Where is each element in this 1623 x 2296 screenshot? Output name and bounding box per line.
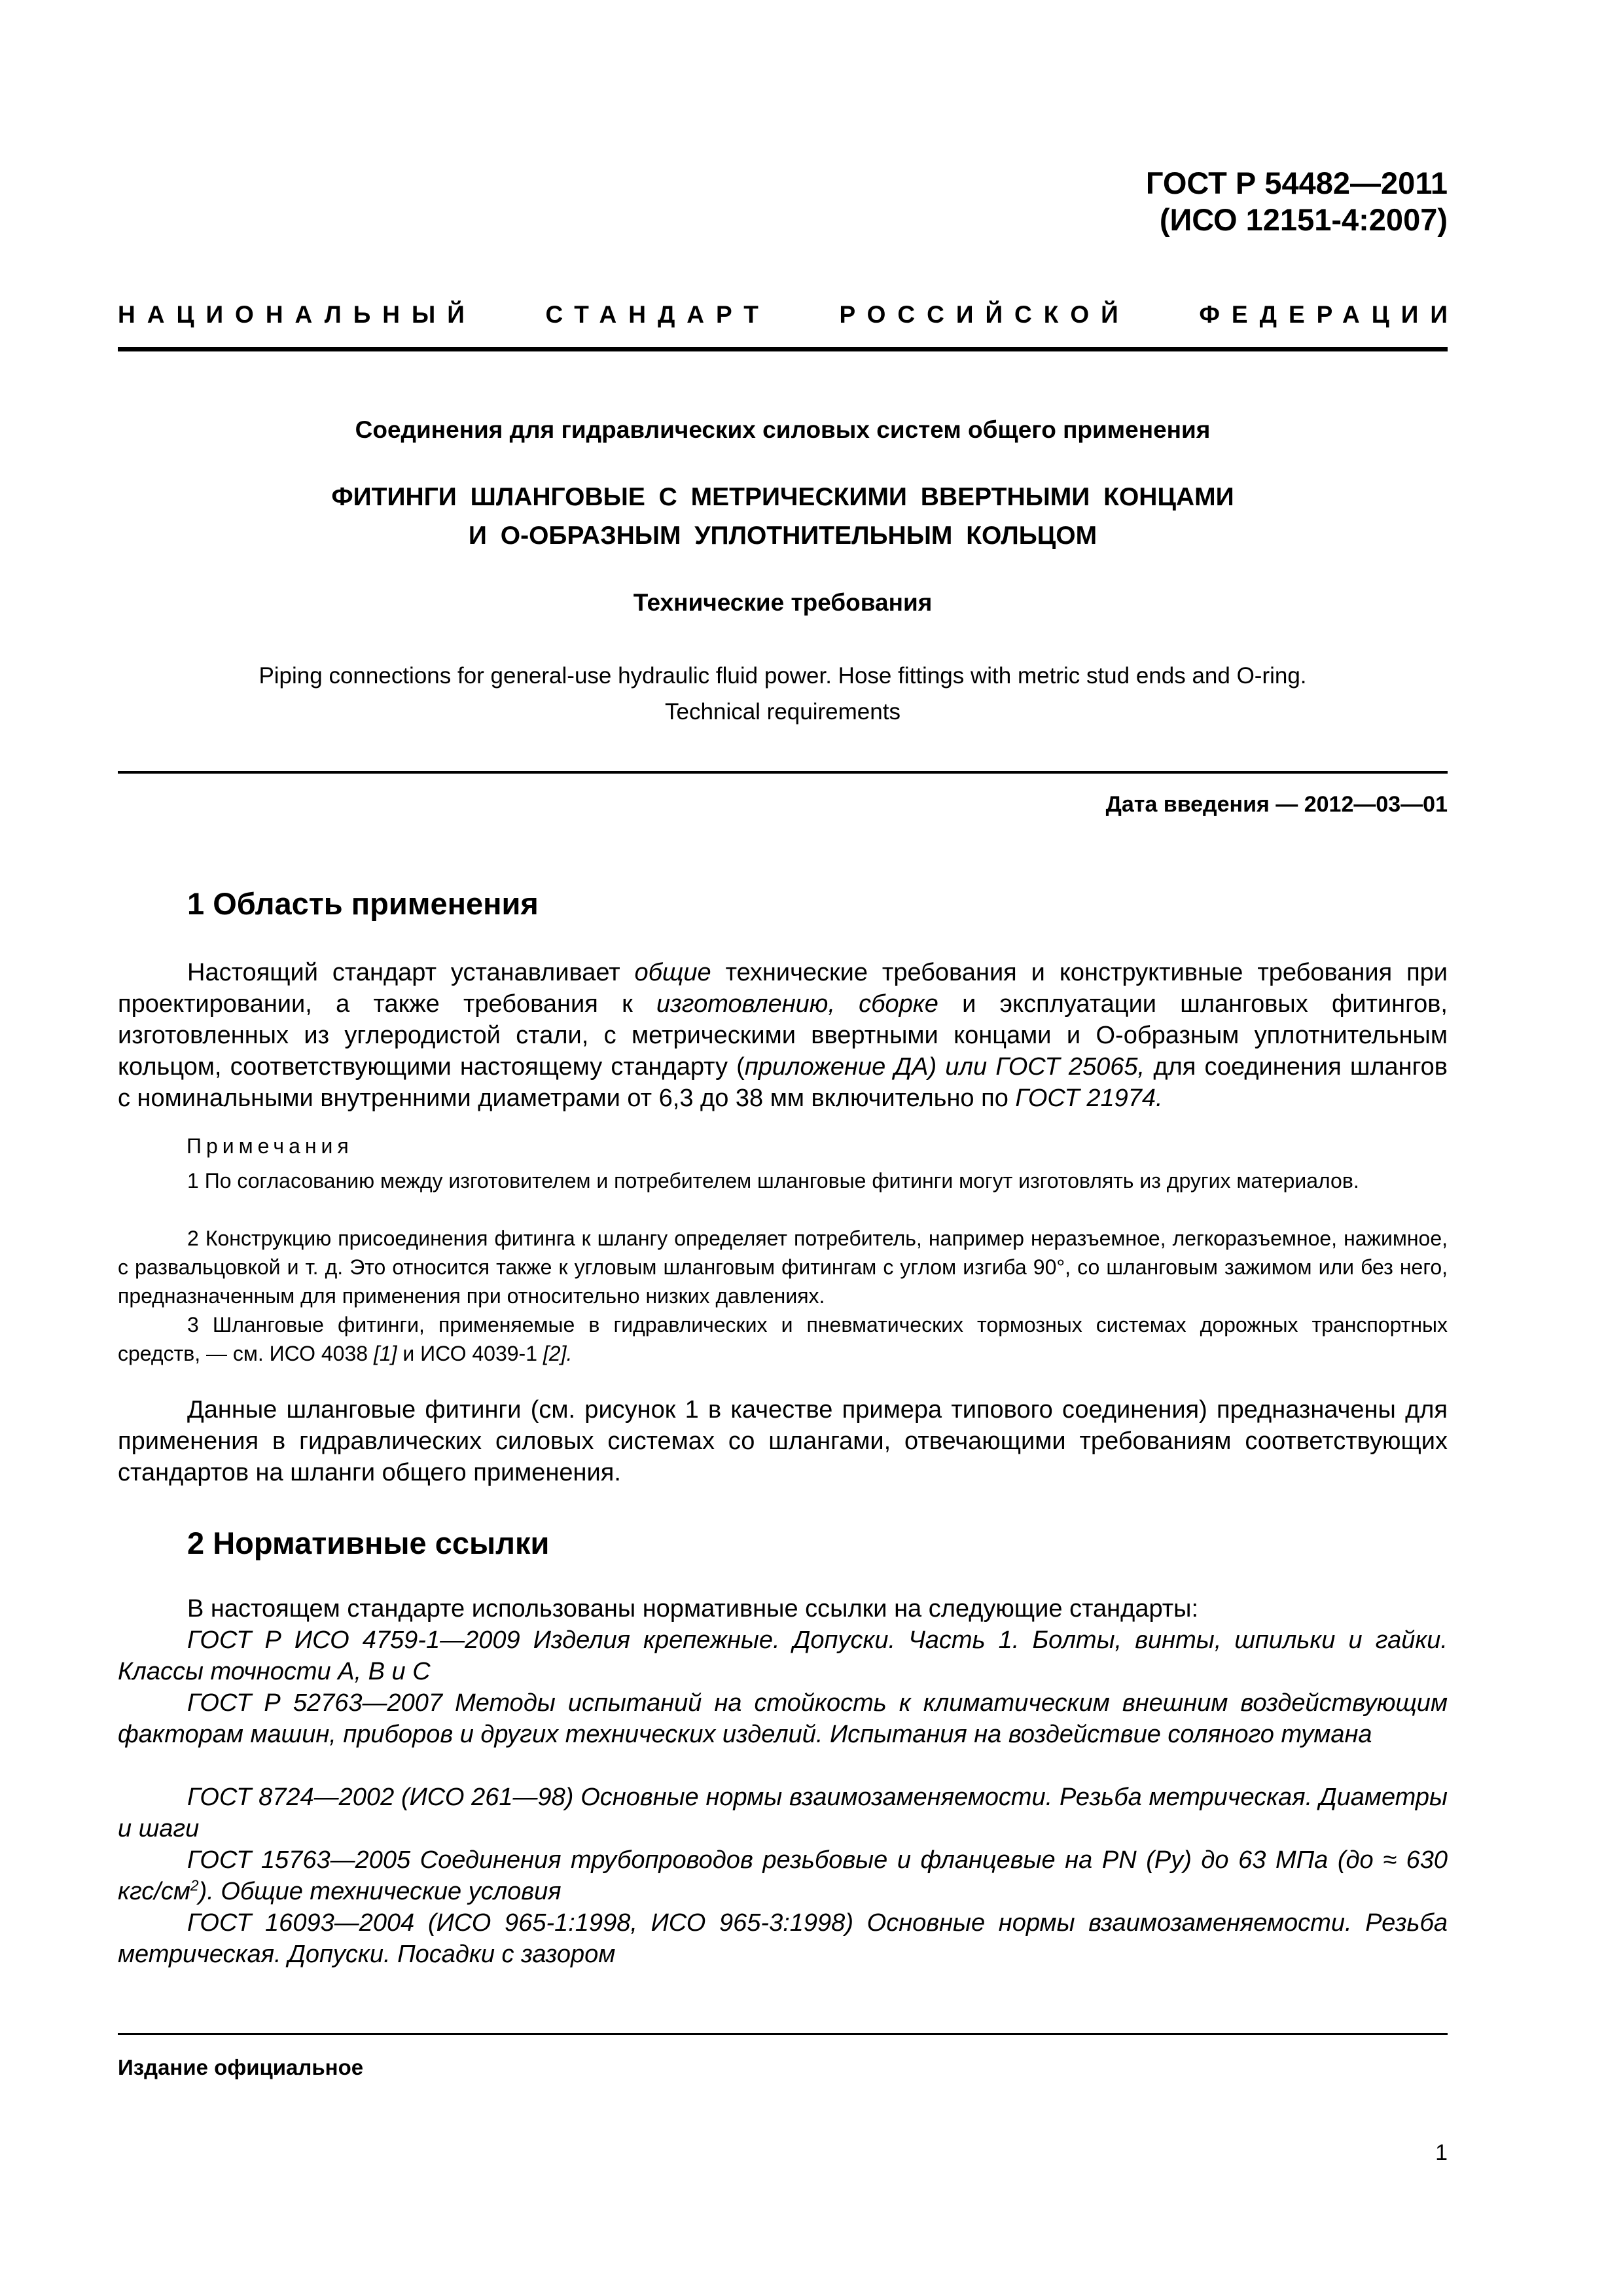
text-run: изготовлению, сборке [656, 990, 938, 1018]
text-run: [1] [373, 1342, 397, 1365]
reference-item [118, 1687, 1448, 1750]
reference-item [118, 1907, 1448, 1970]
reference-item [118, 1782, 1448, 1844]
banner-word: СТАНДАРТ [545, 301, 770, 328]
page-number: 1 [1435, 2140, 1448, 2165]
reference-text [118, 1909, 1448, 1968]
notes-heading: Примечания [187, 1134, 353, 1158]
text-run: ГОСТ 15763—2005 Соединения трубопроводов резьбовые и фланцевые на PN (Ру) до 63 МПа (до ≈ 630 кгс/см [118, 1846, 1448, 1905]
document-title [118, 478, 1448, 555]
text-run: общие [634, 959, 711, 986]
gost-number: ГОСТ Р 54482—2011 [1145, 166, 1448, 200]
document-code [1146, 165, 1448, 239]
reference-text [118, 1784, 1448, 1842]
text-run: ГОСТ 21974. [1015, 1085, 1163, 1112]
edition-label: Издание официальное [118, 2055, 364, 2079]
technical-requirements-title: Технические требования [633, 589, 933, 616]
references-intro [118, 1593, 1448, 1624]
note-text: 1 По согласованию между изготовителем и потребителем шланговые фитинги могут изготовлять из других материалов. [187, 1169, 1359, 1193]
superscript: 2 [190, 1876, 199, 1894]
banner-rule [118, 347, 1448, 351]
banner-word: ФЕДЕРАЦИИ [1199, 301, 1459, 328]
introduction-date: Дата введения — 2012—03—01 [1105, 792, 1448, 817]
paragraph-text: Данные шланговые фитинги (см. рисунок 1 в качестве примера типового соединения) предназначены для применения в гидравлических силовых системах со шлангами, отвечающими требованиям соответствующих стандартов на шланги общего применения. [118, 1396, 1448, 1486]
note-text [118, 1313, 1448, 1365]
paragraph [118, 957, 1448, 1114]
text-run: технические требования и конструктивные требования при проектировании, а также требования к [118, 959, 1448, 1018]
text-run: ГОСТ Р 52763—2007 Методы испытаний на стойкость к климатическим внешним воздействующим факторам машин, приборов и других технических изделий. Испытания на воздействие соляного тумана [118, 1689, 1448, 1748]
text-run: [2]. [543, 1342, 573, 1365]
paragraph-text [118, 959, 1448, 1112]
text-run: 3 Шланговые фитинги, применяемые в гидравлических и пневматических тормозных системах дорожных транспортных средств, — см. ИСО 4038 [118, 1313, 1448, 1365]
note [118, 1310, 1448, 1368]
title-line: ФИТИНГИ ШЛАНГОВЫЕ С МЕТРИЧЕСКИМИ ВВЕРТНЫМИ КОНЦАМИ [331, 483, 1234, 511]
paragraph [118, 1394, 1448, 1488]
text-run: ГОСТ Р ИСО 4759-1—2009 Изделия крепежные. Допуски. Часть 1. Болты, винты, шпильки и гайки. Классы точности А, В и С [118, 1626, 1448, 1685]
reference-item [118, 1844, 1448, 1907]
iso-number: (ИСО 12151-4:2007) [1159, 202, 1448, 238]
text-run: ). Общие технические условия [198, 1878, 562, 1905]
title-line: И О-ОБРАЗНЫМ УПЛОТНИТЕЛЬНЫМ КОЛЬЦОМ [468, 522, 1097, 550]
reference-text [118, 1626, 1448, 1685]
banner-word: РОССИЙСКОЙ [839, 301, 1130, 328]
title-rule [118, 771, 1448, 774]
note [118, 1224, 1448, 1310]
text-run: Настоящий стандарт устанавливает [187, 959, 635, 986]
english-title [118, 658, 1448, 730]
text-run: ГОСТ 8724—2002 (ИСО 261—98) Основные нормы взаимозаменяемости. Резьба метрическая. Диаметры и шаги [118, 1784, 1448, 1842]
text-run: приложение ДА) или ГОСТ 25065, [744, 1053, 1145, 1081]
text-run: ГОСТ 16093—2004 (ИСО 965-1:1998, ИСО 965-3:1998) Основные нормы взаимозаменяемости. Резьба метрическая. Допуски. Посадки с зазором [118, 1909, 1448, 1968]
text-run: и ИСО 4039-1 [397, 1342, 543, 1365]
section-heading: 2 Нормативные ссылки [187, 1526, 550, 1560]
document-subtitle: Соединения для гидравлических силовых систем общего применения [355, 416, 1211, 443]
banner-word: НАЦИОНАЛЬНЫЙ [118, 301, 476, 328]
english-title-line: Piping connections for general-use hydraulic fluid power. Hose fittings with metric stud ends and O-ring. [259, 663, 1307, 689]
note-text: 2 Конструкцию присоединения фитинга к шлангу определяет потребитель, например неразъемное, легкоразъемное, нажимное, с развальцовкой и т. д. Это относится также к угловым шланговым фитингам с углом изгиба 90°, со шланговым зажимом или без него, предназначенным для применения при относительно низких давлениях. [118, 1227, 1448, 1308]
text-run: для соединения шлангов с номинальными внутренними диаметрами от 6,3 до 38 мм включительно по [118, 1053, 1448, 1112]
section-heading: 1 Область применения [187, 886, 539, 921]
paragraph-text: В настоящем стандарте использованы нормативные ссылки на следующие стандарты: [187, 1595, 1199, 1623]
english-title-line: Technical requirements [665, 699, 901, 725]
reference-item [118, 1624, 1448, 1687]
note [118, 1166, 1448, 1195]
footer-rule [118, 2033, 1448, 2035]
national-standard-banner [118, 301, 1459, 329]
reference-text [118, 1689, 1448, 1748]
text-run: и эксплуатации шланговых фитингов, изготовленных из углеродистой стали, с метрическими ввертными концами и О-образным уплотнительным кольцом, соответствующими настоящему стандарту ( [118, 990, 1448, 1081]
reference-text [118, 1846, 1448, 1905]
